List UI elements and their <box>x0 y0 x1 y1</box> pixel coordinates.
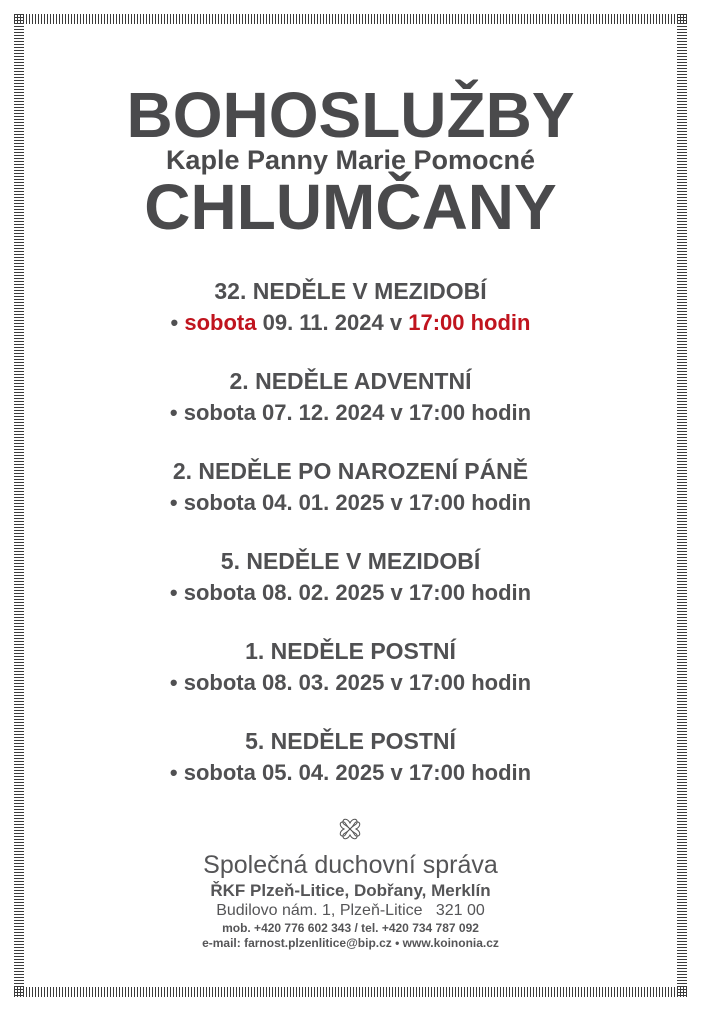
event-day: sobota <box>183 400 256 425</box>
event-date: 07. 12. 2024 <box>261 400 385 425</box>
event-connector: v <box>389 310 403 335</box>
event-connector: v <box>390 760 403 785</box>
event-item <box>0 456 701 518</box>
event-item <box>0 366 701 428</box>
event-connector: v <box>390 490 403 515</box>
event-datetime <box>0 668 701 698</box>
event-day: sobota <box>183 490 256 515</box>
event-datetime <box>0 398 701 428</box>
border-bottom <box>14 987 687 997</box>
event-connector: v <box>390 580 403 605</box>
org-contacts: e-mail: farnost.plzenlitice@bip.cz • www.koinonia.cz <box>202 936 499 950</box>
event-item <box>0 276 701 338</box>
bullet: • <box>169 400 178 425</box>
chapel-name: Kaple Panny Marie Pomocné <box>165 145 536 175</box>
event-datetime <box>0 578 701 608</box>
event-name: 5. NEDĚLE V MEZIDOBÍ <box>220 548 481 574</box>
org-name: Společná duchovní správa <box>203 851 498 879</box>
event-connector: v <box>390 670 403 695</box>
event-item <box>0 546 701 608</box>
org-phones: mob. +420 776 602 343 / tel. +420 734 787 092 <box>222 921 479 935</box>
event-item <box>0 726 701 788</box>
event-datetime <box>0 308 701 338</box>
poster-title: BOHOSLUŽBY <box>126 79 575 151</box>
border-top <box>14 14 687 24</box>
org-parishes: ŘKF Plzeň-Litice, Dobřany, Merklín <box>210 881 491 900</box>
place-name: CHLUMČANY <box>144 171 557 243</box>
event-connector: v <box>390 400 403 425</box>
event-time: 17:00 hodin <box>408 760 532 785</box>
clover-ornament-icon <box>336 815 364 843</box>
event-date: 05. 04. 2025 <box>261 760 385 785</box>
event-date: 09. 11. 2024 <box>262 310 384 335</box>
event-name: 1. NEDĚLE POSTNÍ <box>245 638 456 664</box>
event-datetime <box>0 758 701 788</box>
event-time: 17:00 hodin <box>408 490 532 515</box>
event-name: 2. NEDĚLE PO NAROZENÍ PÁNĚ <box>172 458 529 484</box>
bullet: • <box>169 580 178 605</box>
bullet: • <box>169 760 178 785</box>
event-name: 32. NEDĚLE V MEZIDOBÍ <box>214 278 487 304</box>
bullet: • <box>169 490 178 515</box>
event-time: 17:00 hodin <box>408 580 532 605</box>
event-date: 04. 01. 2025 <box>261 490 385 515</box>
event-name: 2. NEDĚLE ADVENTNÍ <box>229 368 472 394</box>
bullet: • <box>170 310 179 335</box>
event-name: 5. NEDĚLE POSTNÍ <box>245 728 456 754</box>
event-day: sobota <box>183 580 256 605</box>
event-date: 08. 02. 2025 <box>261 580 385 605</box>
event-day: sobota <box>184 310 257 335</box>
event-time: 17:00 hodin <box>408 400 532 425</box>
event-day: sobota <box>183 760 256 785</box>
event-datetime <box>0 488 701 518</box>
event-date: 08. 03. 2025 <box>261 670 385 695</box>
bullet: • <box>169 670 178 695</box>
org-address: Budilovo nám. 1, Plzeň-Litice 321 00 <box>216 902 485 919</box>
event-day: sobota <box>183 670 256 695</box>
event-item <box>0 636 701 698</box>
event-time: 17:00 hodin <box>408 310 531 335</box>
event-time: 17:00 hodin <box>408 670 532 695</box>
